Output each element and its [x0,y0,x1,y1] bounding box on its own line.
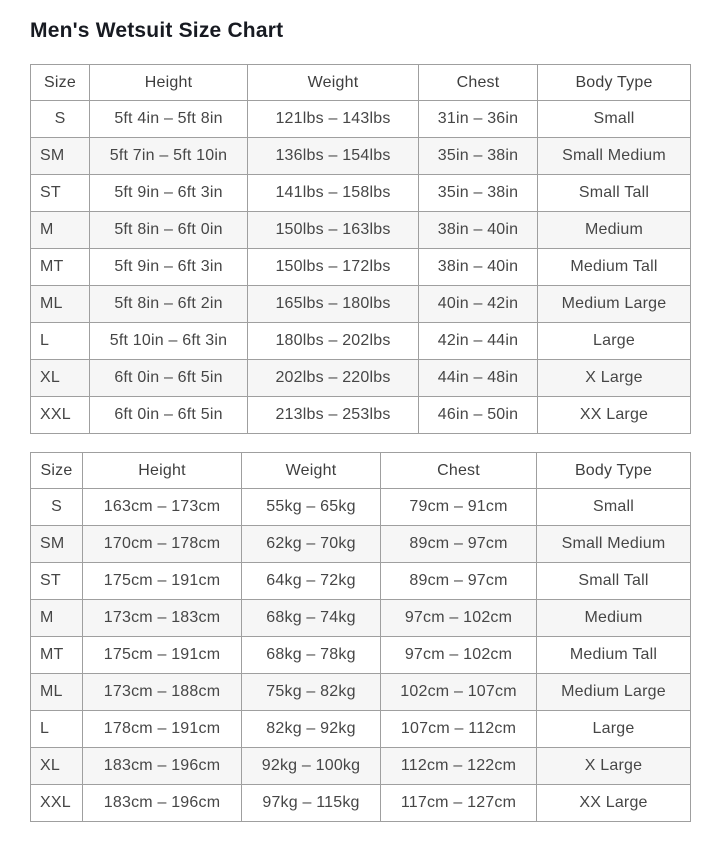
table-cell: 121lbs – 143lbs [248,101,419,138]
table-cell: Medium [538,212,691,249]
size-cell: SM [31,138,90,175]
table-cell: 38in – 40in [419,212,538,249]
page-title: Men's Wetsuit Size Chart [30,19,284,42]
imperial-size-table [30,64,691,434]
table-row [31,249,691,286]
table-cell: Medium Tall [537,637,691,674]
table-row [31,397,691,434]
column-header-body-type: Body Type [538,65,691,101]
size-cell: ST [31,175,90,212]
table-cell: 213lbs – 253lbs [248,397,419,434]
table-cell: 6ft 0in – 6ft 5in [90,360,248,397]
table-row [31,101,691,138]
table-cell: 183cm – 196cm [83,785,242,822]
imperial-table-header [31,65,691,101]
column-header-weight: Weight [248,65,419,101]
size-cell: M [31,212,90,249]
size-cell: L [31,323,90,360]
size-cell: MT [31,637,83,674]
table-cell: 173cm – 188cm [83,674,242,711]
metric-size-table [30,452,691,822]
size-cell: S [31,489,83,526]
table-cell: 35in – 38in [419,175,538,212]
table-row [31,748,691,785]
table-row [31,138,691,175]
size-cell: ML [31,674,83,711]
table-cell: 5ft 8in – 6ft 0in [90,212,248,249]
table-cell: 62kg – 70kg [242,526,381,563]
table-cell: Small [538,101,691,138]
table-cell: 165lbs – 180lbs [248,286,419,323]
table-row [31,360,691,397]
table-cell: 68kg – 78kg [242,637,381,674]
table-cell: 150lbs – 163lbs [248,212,419,249]
table-row [31,785,691,822]
table-cell: 97kg – 115kg [242,785,381,822]
table-cell: 46in – 50in [419,397,538,434]
table-cell: Small Tall [537,563,691,600]
table-cell: 117cm – 127cm [381,785,537,822]
table-row [31,674,691,711]
size-cell: L [31,711,83,748]
table-cell: Medium [537,600,691,637]
table-cell: 6ft 0in – 6ft 5in [90,397,248,434]
table-row [31,563,691,600]
table-cell: 180lbs – 202lbs [248,323,419,360]
table-cell: 89cm – 97cm [381,526,537,563]
size-cell: S [31,101,90,138]
table-row [31,286,691,323]
table-row [31,600,691,637]
imperial-table-body [31,101,691,434]
table-row [31,175,691,212]
table-cell: 31in – 36in [419,101,538,138]
column-header-height: Height [83,453,242,489]
column-header-weight: Weight [242,453,381,489]
size-cell: ML [31,286,90,323]
table-cell: 75kg – 82kg [242,674,381,711]
table-cell: X Large [537,748,691,785]
size-cell: M [31,600,83,637]
table-row [31,637,691,674]
size-cell: ST [31,563,83,600]
column-header-chest: Chest [381,453,537,489]
table-cell: Large [538,323,691,360]
table-cell: 5ft 9in – 6ft 3in [90,175,248,212]
table-cell: Small Tall [538,175,691,212]
table-cell: 79cm – 91cm [381,489,537,526]
table-cell: Large [537,711,691,748]
metric-table-header [31,453,691,489]
table-cell: 178cm – 191cm [83,711,242,748]
table-cell: 68kg – 74kg [242,600,381,637]
table-cell: 5ft 8in – 6ft 2in [90,286,248,323]
size-cell: SM [31,526,83,563]
table-cell: 42in – 44in [419,323,538,360]
table-row [31,526,691,563]
table-cell: 97cm – 102cm [381,637,537,674]
table-cell: 102cm – 107cm [381,674,537,711]
table-cell: 141lbs – 158lbs [248,175,419,212]
table-cell: 150lbs – 172lbs [248,249,419,286]
table-cell: 44in – 48in [419,360,538,397]
table-cell: 89cm – 97cm [381,563,537,600]
table-cell: 112cm – 122cm [381,748,537,785]
table-cell: 64kg – 72kg [242,563,381,600]
table-cell: Medium Large [537,674,691,711]
table-cell: Small Medium [538,138,691,175]
table-row [31,323,691,360]
table-cell: XX Large [537,785,691,822]
table-cell: Small [537,489,691,526]
table-cell: 40in – 42in [419,286,538,323]
table-row [31,489,691,526]
metric-table-body [31,489,691,822]
table-cell: 35in – 38in [419,138,538,175]
table-row [31,212,691,249]
column-header-height: Height [90,65,248,101]
table-cell: 55kg – 65kg [242,489,381,526]
table-cell: 97cm – 102cm [381,600,537,637]
table-cell: 5ft 4in – 5ft 8in [90,101,248,138]
table-cell: 5ft 10in – 6ft 3in [90,323,248,360]
table-cell: 175cm – 191cm [83,637,242,674]
size-cell: MT [31,249,90,286]
table-cell: 38in – 40in [419,249,538,286]
table-cell: 202lbs – 220lbs [248,360,419,397]
table-cell: Small Medium [537,526,691,563]
table-cell: 5ft 9in – 6ft 3in [90,249,248,286]
size-cell: XL [31,360,90,397]
table-cell: Medium Tall [538,249,691,286]
column-header-body-type: Body Type [537,453,691,489]
size-cell: XXL [31,785,83,822]
column-header-size: Size [31,453,83,489]
table-cell: 107cm – 112cm [381,711,537,748]
table-cell: 5ft 7in – 5ft 10in [90,138,248,175]
table-row [31,711,691,748]
table-cell: 173cm – 183cm [83,600,242,637]
table-cell: 136lbs – 154lbs [248,138,419,175]
table-cell: 170cm – 178cm [83,526,242,563]
table-cell: Medium Large [538,286,691,323]
table-cell: 183cm – 196cm [83,748,242,785]
table-cell: 92kg – 100kg [242,748,381,785]
table-cell: 163cm – 173cm [83,489,242,526]
table-cell: 175cm – 191cm [83,563,242,600]
table-cell: 82kg – 92kg [242,711,381,748]
size-cell: XXL [31,397,90,434]
column-header-size: Size [31,65,90,101]
column-header-chest: Chest [419,65,538,101]
size-cell: XL [31,748,83,785]
table-cell: X Large [538,360,691,397]
table-cell: XX Large [538,397,691,434]
